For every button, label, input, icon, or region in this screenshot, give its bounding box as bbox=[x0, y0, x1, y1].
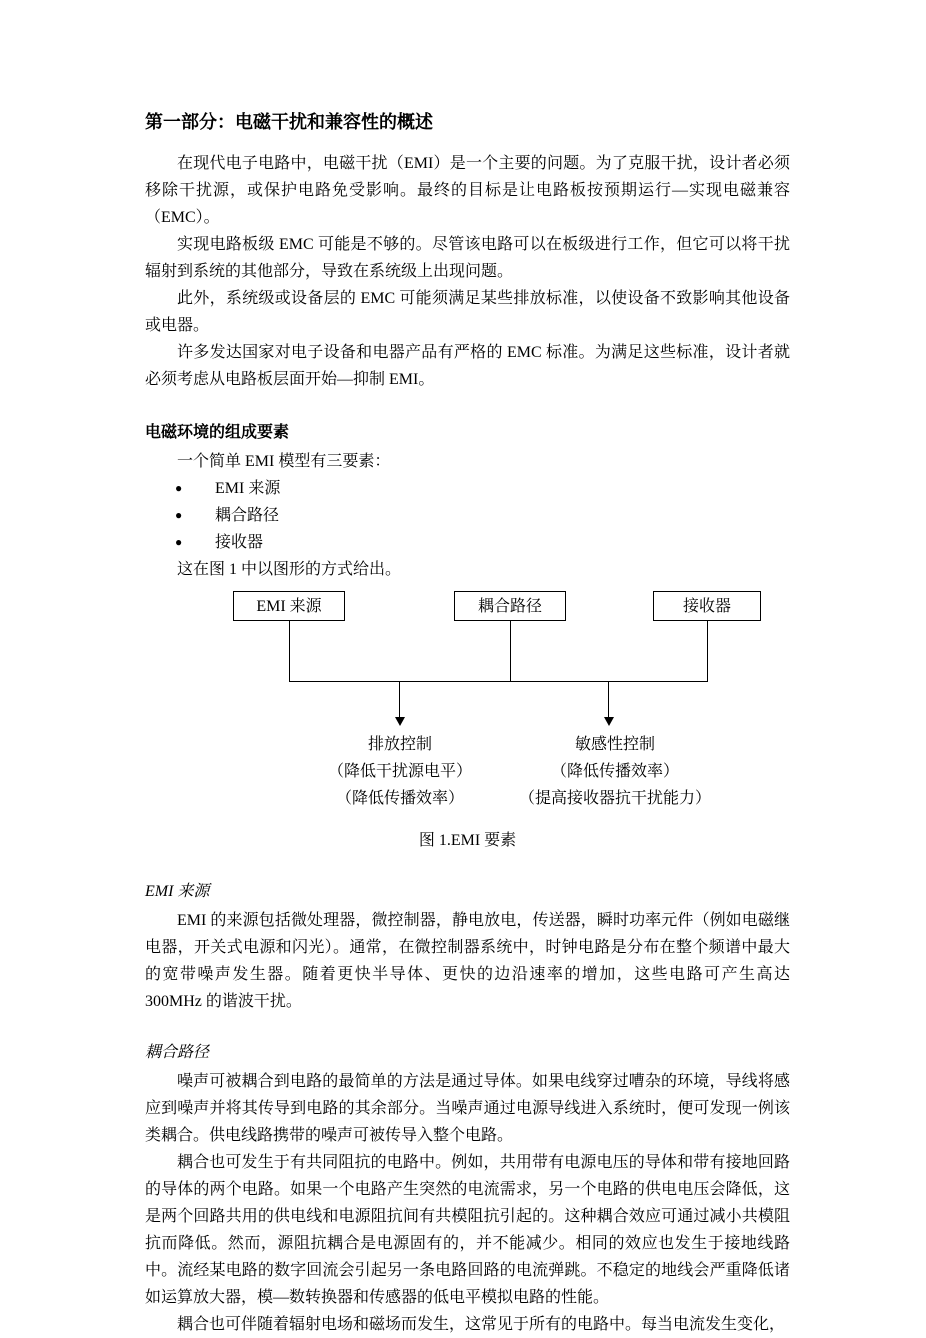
down-arrow-icon bbox=[604, 717, 614, 726]
bullet-label: 接收器 bbox=[215, 534, 264, 551]
section-heading-emi-environment: 电磁环境的组成要素 bbox=[145, 424, 290, 441]
susceptibility-control-label bbox=[485, 731, 745, 812]
emi-diagram bbox=[145, 591, 790, 819]
label-line: （提高接收器抗干扰能力） bbox=[518, 790, 711, 807]
diagram-box-emi-source: EMI 来源 bbox=[233, 591, 345, 621]
bullet-icon: ● bbox=[175, 508, 183, 522]
page-title: 第一部分：电磁干扰和兼容性的概述 bbox=[145, 112, 433, 132]
coupling-paragraph-1: 噪声可被耦合到电路的最简单的方法是通过导体。如果电线穿过嘈杂的环境，导线将感应到噪声并将其传导到电路的其余部分。当噪声通过电源导线进入系统时，便可发现一例该类耦合。供电线路携带的噪声可被传导入整个电路。 bbox=[145, 1073, 790, 1144]
section-heading-emi-source: EMI 来源 bbox=[145, 883, 210, 900]
label-line: （降低传播效率） bbox=[335, 790, 464, 807]
emi-source-paragraph: EMI 的来源包括微处理器，微控制器，静电放电，传送器，瞬时功率元件（例如电磁继电器，开关式电源和闪光）。通常，在微控制器系统中，时钟电路是分布在整个频谱中最大的宽带噪声发生器。随着更快半导体、更快的边沿速率的增加，这些电路可产生高达 300MHz 的谐波干扰。 bbox=[145, 912, 790, 1010]
list-item bbox=[145, 502, 790, 529]
connector-line bbox=[510, 681, 708, 682]
section-heading-coupling-path: 耦合路径 bbox=[145, 1044, 210, 1061]
down-arrow-icon bbox=[395, 717, 405, 726]
env-lead-text: 一个简单 EMI 模型有三要素： bbox=[177, 453, 391, 470]
intro-paragraph-2: 实现电路板级 EMC 可能是不够的。尽管该电路可以在板级进行工作，但它可以将干扰辐射到系统的其他部分，导致在系统级上出现问题。 bbox=[145, 236, 790, 280]
list-item bbox=[145, 475, 790, 502]
label-line: （降低传播效率） bbox=[550, 763, 679, 780]
list-item bbox=[145, 529, 790, 556]
down-arrow-icon bbox=[608, 681, 609, 719]
down-arrow-icon bbox=[399, 681, 400, 719]
bullet-icon: ● bbox=[175, 481, 183, 495]
bullet-label: EMI 来源 bbox=[215, 480, 281, 497]
figure-intro-text: 这在图 1 中以图形的方式给出。 bbox=[177, 561, 402, 578]
coupling-paragraph-3: 耦合也可伴随着辐射电场和磁场而发生，这常见于所有的电路中。每当电流发生变化， bbox=[177, 1316, 786, 1333]
intro-paragraph-1: 在现代电子电路中，电磁干扰（EMI）是一个主要的问题。为了克服干扰，设计者必须移除干扰源，或保护电路免受影响。最终的目标是让电路板按预期运行—实现电磁兼容（EMC）。 bbox=[145, 155, 790, 226]
emi-model-bullet-list bbox=[145, 475, 790, 556]
connector-line bbox=[510, 621, 511, 681]
intro-paragraph-4: 许多发达国家对电子设备和电器产品有严格的 EMC 标准。为满足这些标准，设计者就必须考虑从电路板层面开始—抑制 EMI。 bbox=[145, 344, 790, 388]
label-line: （降低干扰源电平） bbox=[327, 763, 472, 780]
label-title: 敏感性控制 bbox=[574, 736, 655, 753]
coupling-paragraph-2: 耦合也可发生于有共同阻抗的电路中。例如，共用带有电源电压的导体和带有接地回路的导体的两个电路。如果一个电路产生突然的电流需求，另一个电路的供电电压会降低，这是两个回路共用的供电线和电源阻抗间有共模阻抗引起的。这种耦合效应可通过减小共模阻抗而降低。然而，源阻抗耦合是电源固有的，并不能减少。相同的效应也发生于接地线路中。流经某电路的数字回流会引起另一条电路回路的电流弹跳。不稳定的地线会严重降低诸如运算放大器，模—数转换器和传感器的低电平模拟电路的性能。 bbox=[145, 1154, 790, 1306]
diagram-box-receiver: 接收器 bbox=[653, 591, 761, 621]
connector-line bbox=[707, 621, 708, 681]
diagram-box-coupling-path: 耦合路径 bbox=[454, 591, 566, 621]
bullet-label: 耦合路径 bbox=[215, 507, 280, 524]
connector-line bbox=[289, 621, 290, 681]
intro-paragraph-3: 此外，系统级或设备层的 EMC 可能须满足某些排放标准，以使设备不致影响其他设备或电器。 bbox=[145, 290, 790, 334]
label-title: 排放控制 bbox=[367, 736, 432, 753]
bullet-icon: ● bbox=[175, 535, 183, 549]
figure-caption: 图 1.EMI 要素 bbox=[418, 832, 517, 849]
